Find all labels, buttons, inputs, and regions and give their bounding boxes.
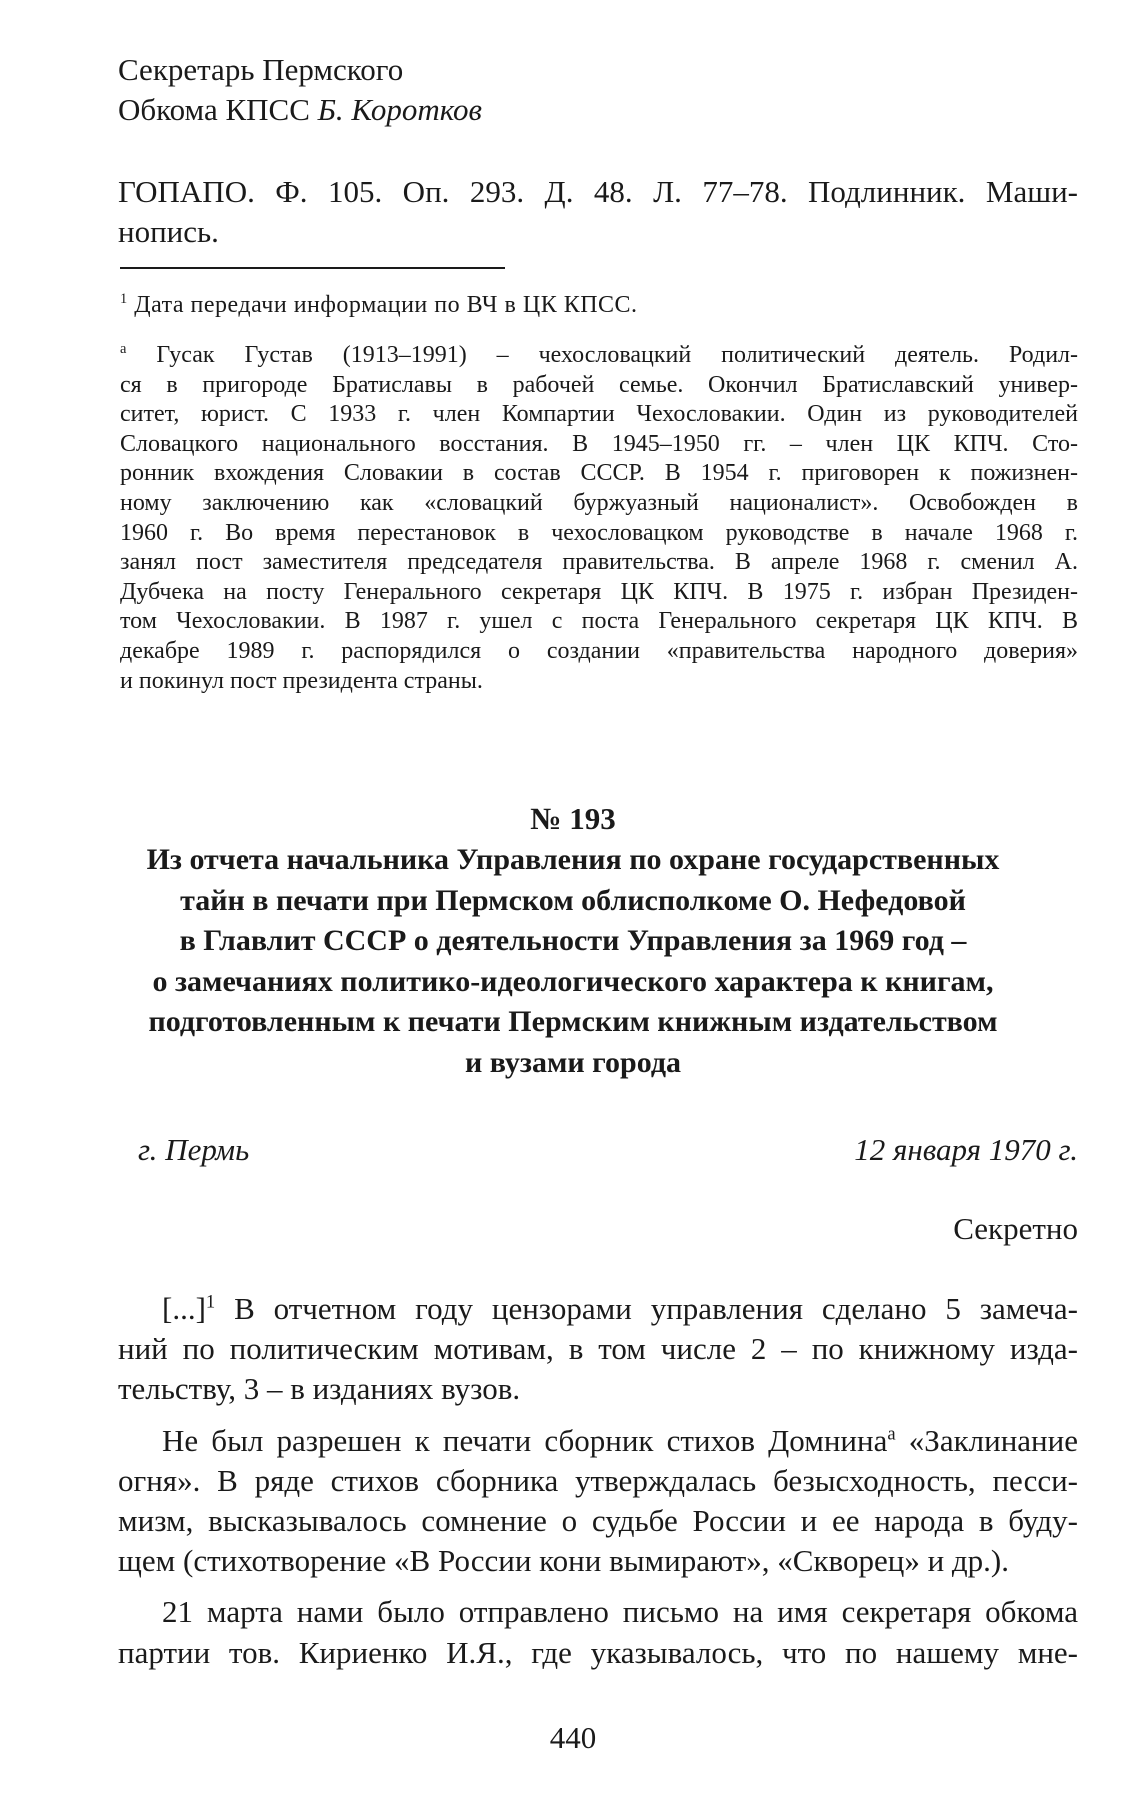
footnote-a-line: Словацкого национального восстания. В 1945–1950 гг. – член ЦК КПЧ. Сто- [120, 430, 1078, 457]
archive-reference-line-1: ГОПАПО. Ф. 105. Оп. 293. Д. 48. Л. 77–78. Подлинник. Маши- [118, 174, 1078, 209]
body-line: тельству, 3 – в изданиях вузов. [118, 1371, 521, 1407]
footnote-1-text: Дата передачи информации по ВЧ в ЦК КПСС. [134, 292, 638, 318]
body-line: мизм, высказывалось сомнение о судьбе России и ее народа в буду- [118, 1503, 1078, 1539]
footnote-a-line: ному заключению как «словацкий буржуазный националист». Освобожден в [120, 489, 1078, 516]
body-line: огня». В ряде стихов сборника утверждалась безысходность, песси- [118, 1462, 1078, 1498]
document-title-line: в Главлит СССР о деятельности Управления за 1969 год – [179, 924, 967, 957]
signature-line-2 [118, 90, 482, 130]
body-line: 21 марта нами было отправлено письмо на имя секретаря обкома [162, 1594, 1078, 1630]
document-place: г. Пермь [138, 1132, 250, 1167]
document-date: 12 января 1970 г. [854, 1132, 1078, 1167]
signature-name: Б. Коротков [317, 92, 482, 127]
footnote-a-line: декабре 1989 г. распорядился о создании «правительства народного доверия» [120, 637, 1078, 664]
footnote-a-mark: а [120, 341, 127, 357]
footnote-1 [120, 290, 638, 320]
archive-reference-line-2: нопись. [118, 214, 219, 249]
footnote-divider [120, 267, 505, 269]
document-title-line: и вузами города [464, 1045, 682, 1079]
footnote-a [120, 341, 1078, 696]
document-title-line: тайн в печати при Пермском облисполкоме О. Нефедовой [180, 883, 966, 917]
classification-label: Секретно [953, 1211, 1078, 1246]
footnote-a-line: и покинул пост президента страны. [120, 667, 483, 694]
signature-block [118, 50, 482, 130]
body-paragraph-3 [118, 1592, 1078, 1672]
body-line: партии тов. Кириенко И.Я., где указывалось, что по нашему мне- [118, 1634, 1078, 1670]
footnote-a-line: 1960 г. Во время перестановок в чехословацком руководстве в начале 1968 г. [120, 519, 1078, 546]
footnote-a-line: ронник вхождения Словакии в состав СССР. В 1954 г. приговорен к пожизнен- [120, 460, 1078, 487]
document-title-line: подготовленным к печати Пермским книжным издательством [148, 1005, 998, 1038]
page-number: 440 [549, 1720, 597, 1755]
body-paragraph-1 [118, 1289, 1078, 1410]
body-line: щем (стихотворение «В России кони вымирают», «Скворец» и др.). [118, 1543, 1010, 1579]
document-title-line: о замечаниях политико-идеологического характера к книгам, [152, 964, 994, 998]
signature-line-1: Секретарь Пермского [118, 52, 404, 87]
footnote-a-line: том Чехословакии. В 1987 г. ушел с поста Генерального секретаря ЦК КПЧ. В [120, 608, 1078, 635]
footnote-a-line: Дубчека на посту Генерального секретаря ЦК КПЧ. В 1975 г. избран Президен- [120, 578, 1078, 605]
body-footnote-mark-a: а [887, 1423, 896, 1445]
document-title-line: Из отчета начальника Управления по охране государственных [146, 843, 1000, 876]
footnote-a-line: ся в пригороде Братиславы в рабочей семье. Окончил Братиславский универ- [120, 371, 1078, 398]
document-body [118, 1289, 1078, 1673]
footnote-a-line: $^а$ Гусак Густав (1913–1991) – чехословацкий политический деятель. Родил- [120, 341, 1079, 368]
archive-reference [118, 172, 1078, 252]
body-paragraph-2 [118, 1421, 1078, 1582]
body-line: Не был разрешен к печати сборник стихов Домнина$^а$ «Заклинание [162, 1422, 1079, 1458]
document-number: № 193 [530, 801, 616, 836]
footnote-1-mark: 1 [120, 291, 128, 307]
footnote-a-line: ситет, юрист. С 1933 г. член Компартии Чехословакии. Один из руководителей [120, 401, 1078, 428]
body-line: ний по политическим мотивам, в том числе 2 – по книжному изда- [118, 1331, 1078, 1367]
document-title [60, 840, 1086, 1083]
body-footnote-mark-1: 1 [205, 1291, 216, 1313]
footnote-a-line: занял пост заместителя председателя правительства. В апреле 1968 г. сменил А. [120, 549, 1078, 576]
signature-position: Обкома КПСС [118, 92, 310, 127]
body-line: [...]$^1$ В отчетном году цензорами управления сделано 5 замеча- [162, 1291, 1078, 1326]
